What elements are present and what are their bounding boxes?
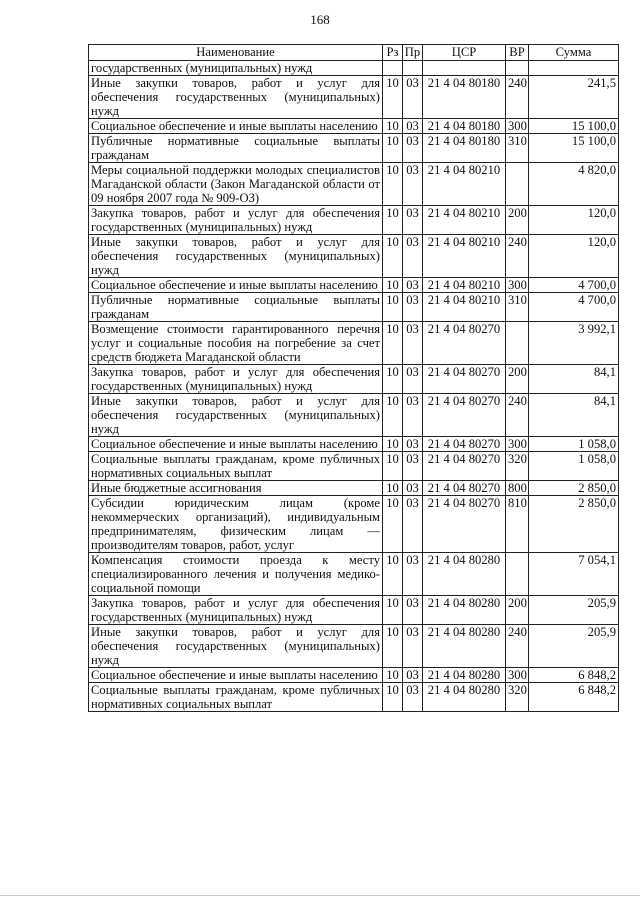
cell-csr: 21 4 04 80270 [423,365,506,394]
page-bottom-edge [0,895,640,896]
header-pr: Пр [403,45,423,61]
cell-vr [506,163,529,206]
cell-sum: 4 700,0 [529,278,619,293]
cell-sum [529,61,619,76]
table-row [89,278,619,293]
cell-pr: 03 [403,596,423,625]
cell-pr: 03 [403,206,423,235]
cell-name: Закупка товаров, работ и услуг для обеспечения государственных (муниципальных) нужд [89,206,383,235]
cell-pr: 03 [403,278,423,293]
table-row [89,322,619,365]
cell-name: Субсидии юридическим лицам (кроме некоммерческих организаций), индивидуальным предпринимателям, физическим лицам — производителям товаров, работ, услуг [89,496,383,553]
cell-name: Компенсация стоимости проезда к месту специализированного лечения и получения медико-социальной помощи [89,553,383,596]
cell-pr: 03 [403,481,423,496]
cell-sum: 84,1 [529,394,619,437]
cell-pr: 03 [403,322,423,365]
cell-vr: 240 [506,235,529,278]
cell-name: Закупка товаров, работ и услуг для обеспечения государственных (муниципальных) нужд [89,365,383,394]
cell-name: Иные закупки товаров, работ и услуг для обеспечения государственных (муниципальных) нужд [89,76,383,119]
cell-csr: 21 4 04 80210 [423,206,506,235]
cell-vr [506,61,529,76]
cell-pr: 03 [403,134,423,163]
table-row [89,394,619,437]
cell-csr: 21 4 04 80180 [423,119,506,134]
cell-vr: 300 [506,437,529,452]
table-row [89,76,619,119]
cell-rz: 10 [383,322,403,365]
cell-csr [423,61,506,76]
cell-vr: 240 [506,394,529,437]
cell-vr: 810 [506,496,529,553]
cell-name: Социальное обеспечение и иные выплаты населению [89,278,383,293]
cell-name: Иные закупки товаров, работ и услуг для обеспечения государственных (муниципальных) нужд [89,394,383,437]
cell-rz: 10 [383,668,403,683]
table-row [89,293,619,322]
header-csr: ЦСР [423,45,506,61]
cell-rz: 10 [383,235,403,278]
cell-name: Меры социальной поддержки молодых специалистов Магаданской области (Закон Магаданской области от 09 ноября 2007 года № 909-ОЗ) [89,163,383,206]
cell-rz: 10 [383,365,403,394]
cell-rz: 10 [383,625,403,668]
cell-name: Публичные нормативные социальные выплаты гражданам [89,134,383,163]
header-name: Наименование [89,45,383,61]
table-row [89,163,619,206]
cell-name: Иные закупки товаров, работ и услуг для обеспечения государственных (муниципальных) нужд [89,235,383,278]
cell-pr: 03 [403,553,423,596]
cell-rz: 10 [383,481,403,496]
cell-pr: 03 [403,683,423,712]
cell-csr: 21 4 04 80280 [423,668,506,683]
cell-pr: 03 [403,394,423,437]
table-header [89,45,619,61]
cell-csr: 21 4 04 80270 [423,496,506,553]
cell-name: Социальное обеспечение и иные выплаты населению [89,119,383,134]
cell-rz: 10 [383,163,403,206]
table-row [89,683,619,712]
cell-name: Закупка товаров, работ и услуг для обеспечения государственных (муниципальных) нужд [89,596,383,625]
cell-name: Публичные нормативные социальные выплаты гражданам [89,293,383,322]
cell-csr: 21 4 04 80270 [423,322,506,365]
cell-sum: 120,0 [529,235,619,278]
cell-csr: 21 4 04 80280 [423,553,506,596]
cell-vr: 240 [506,625,529,668]
cell-rz [383,61,403,76]
cell-pr: 03 [403,119,423,134]
cell-vr: 310 [506,293,529,322]
cell-pr: 03 [403,496,423,553]
cell-vr: 200 [506,596,529,625]
cell-vr: 300 [506,119,529,134]
cell-name: Социальные выплаты гражданам, кроме публичных нормативных социальных выплат [89,683,383,712]
table-row [89,119,619,134]
header-sum: Сумма [529,45,619,61]
table-row [89,452,619,481]
cell-sum: 2 850,0 [529,496,619,553]
cell-csr: 21 4 04 80280 [423,596,506,625]
cell-csr: 21 4 04 80270 [423,481,506,496]
table-row [89,235,619,278]
cell-rz: 10 [383,683,403,712]
cell-csr: 21 4 04 80280 [423,683,506,712]
cell-rz: 10 [383,496,403,553]
cell-pr: 03 [403,76,423,119]
cell-pr: 03 [403,437,423,452]
cell-rz: 10 [383,76,403,119]
cell-sum: 241,5 [529,76,619,119]
cell-rz: 10 [383,293,403,322]
cell-vr: 200 [506,206,529,235]
cell-name: Иные закупки товаров, работ и услуг для обеспечения государственных (муниципальных) нужд [89,625,383,668]
cell-name: Социальные выплаты гражданам, кроме публичных нормативных социальных выплат [89,452,383,481]
cell-name: Социальное обеспечение и иные выплаты населению [89,668,383,683]
table-row [89,365,619,394]
cell-rz: 10 [383,596,403,625]
cell-csr: 21 4 04 80270 [423,452,506,481]
cell-sum: 7 054,1 [529,553,619,596]
table-row [89,596,619,625]
cell-csr: 21 4 04 80280 [423,625,506,668]
cell-rz: 10 [383,134,403,163]
cell-csr: 21 4 04 80180 [423,134,506,163]
table-row [89,437,619,452]
cell-vr [506,322,529,365]
cell-rz: 10 [383,119,403,134]
table-row [89,481,619,496]
cell-vr: 310 [506,134,529,163]
cell-pr: 03 [403,235,423,278]
cell-vr: 800 [506,481,529,496]
cell-pr: 03 [403,668,423,683]
cell-sum: 84,1 [529,365,619,394]
table-row [89,206,619,235]
table-body [89,61,619,712]
cell-vr: 300 [506,278,529,293]
table-row [89,61,619,76]
cell-rz: 10 [383,553,403,596]
cell-pr: 03 [403,293,423,322]
cell-pr: 03 [403,365,423,394]
cell-pr: 03 [403,625,423,668]
table-row [89,553,619,596]
table-row [89,496,619,553]
cell-rz: 10 [383,437,403,452]
cell-csr: 21 4 04 80270 [423,437,506,452]
cell-name: государственных (муниципальных) нужд [89,61,383,76]
cell-csr: 21 4 04 80180 [423,76,506,119]
header-rz: Рз [383,45,403,61]
cell-name: Социальное обеспечение и иные выплаты населению [89,437,383,452]
cell-sum: 15 100,0 [529,119,619,134]
table-row [89,668,619,683]
cell-vr: 320 [506,683,529,712]
cell-pr [403,61,423,76]
cell-sum: 1 058,0 [529,452,619,481]
cell-name: Иные бюджетные ассигнования [89,481,383,496]
cell-sum: 6 848,2 [529,668,619,683]
cell-sum: 2 850,0 [529,481,619,496]
cell-pr: 03 [403,452,423,481]
cell-pr: 03 [403,163,423,206]
cell-csr: 21 4 04 80210 [423,293,506,322]
cell-csr: 21 4 04 80210 [423,278,506,293]
cell-vr [506,553,529,596]
cell-csr: 21 4 04 80270 [423,394,506,437]
cell-csr: 21 4 04 80210 [423,235,506,278]
cell-vr: 240 [506,76,529,119]
page-number: 168 [310,12,330,27]
cell-sum: 4 700,0 [529,293,619,322]
cell-sum: 205,9 [529,625,619,668]
cell-sum: 120,0 [529,206,619,235]
cell-sum: 3 992,1 [529,322,619,365]
cell-rz: 10 [383,394,403,437]
cell-sum: 1 058,0 [529,437,619,452]
budget-table [88,44,619,712]
cell-vr: 200 [506,365,529,394]
cell-rz: 10 [383,278,403,293]
cell-sum: 4 820,0 [529,163,619,206]
table-row [89,625,619,668]
cell-name: Возмещение стоимости гарантированного перечня услуг и социальные пособия на погребение за счет средств бюджета Магаданской области [89,322,383,365]
header-vr: ВР [506,45,529,61]
cell-sum: 205,9 [529,596,619,625]
cell-vr: 300 [506,668,529,683]
cell-rz: 10 [383,206,403,235]
cell-rz: 10 [383,452,403,481]
cell-csr: 21 4 04 80210 [423,163,506,206]
table-row [89,134,619,163]
cell-sum: 6 848,2 [529,683,619,712]
cell-vr: 320 [506,452,529,481]
cell-sum: 15 100,0 [529,134,619,163]
